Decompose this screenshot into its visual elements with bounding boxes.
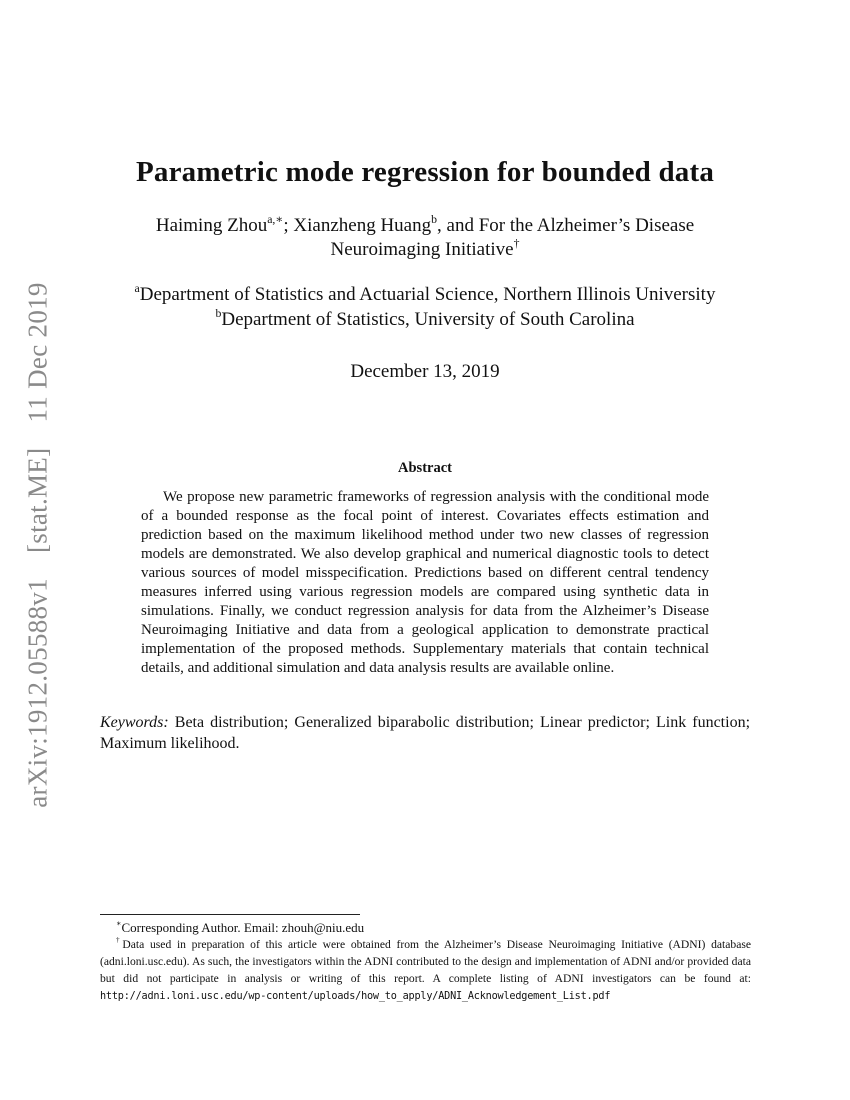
author-group-marks: † (513, 236, 520, 250)
author-separator-1: ; (283, 215, 294, 236)
keywords (100, 712, 750, 754)
author-name-2: Xianzheng Huang (293, 215, 432, 236)
paper-title: Parametric mode regression for bounded data (135, 156, 715, 188)
arxiv-date: 11 Dec 2019 (22, 282, 53, 423)
affiliations (90, 282, 760, 332)
author-line-1 (100, 214, 750, 238)
keywords-label: Keywords: (100, 714, 169, 731)
author-name-1: Haiming Zhou (155, 215, 268, 236)
author-2-marks: b (431, 212, 438, 226)
footnote-1-text: Corresponding Author. Email: zhouh@niu.edu (121, 920, 365, 935)
footnote-rule (100, 914, 360, 915)
footnotes (100, 919, 751, 1005)
footnote-2-text: Data used in preparation of this article were obtained from the Alzheimer’s Disease Neuroimaging Initiative (ADNI) database (adni.loni.usc.edu). As such, the investigators within the ADNI contributed to the design and implementation of ADNI and/or provided data but did not participate in analysis or writing of this report. A complete listing of ADNI investigators can be found at: (100, 938, 752, 985)
footnote-adni (100, 936, 751, 1005)
affiliation-a-text: Department of Statistics and Actuarial Science, Northern Illinois University (139, 284, 716, 305)
author-line-2 (100, 238, 750, 262)
adni-acknowledgement-link[interactable]: http://adni.loni.usc.edu/wp-content/uploads/how_to_apply/ADNI_Acknowledgement_List.pdf (100, 991, 611, 1002)
author-list (100, 214, 750, 262)
paper-date: December 13, 2019 (350, 361, 500, 382)
footnote-1-mark: ∗ (116, 918, 122, 928)
abstract-body: We propose new parametric frameworks of regression analysis with the conditional mode of a bounded response as the focal point of interest. Covariates effects estimation and prediction based on the maximum likelihood method under two new classes of regression models are demonstrated. We also develop graphical and numerical diagnostic tools to detect various sources of model misspecification. Predictions based on different central tendency measures inferred using various regression models are compared using synthetic data in simulations. Finally, we conduct regression analysis for data from the Alzheimer’s Disease Neuroimaging Initiative and data from a geological application to demonstrate practical implementation of the proposed methods. Supplementary materials that contain technical details, and additional simulation and data analysis results are available online. (141, 489, 709, 676)
affiliation-b-text: Department of Statistics, University of South Carolina (221, 309, 635, 330)
keywords-list: Beta distribution; Generalized biparabolic distribution; Linear predictor; Link function; Maximum likelihood. (100, 714, 751, 752)
footnote-corresponding-author (100, 919, 751, 936)
affiliation-b (90, 307, 760, 332)
footnote-2-mark: † (116, 936, 123, 945)
affiliation-b-mark: b (215, 306, 222, 320)
arxiv-category: [stat.ME] (22, 447, 53, 554)
author-group-name: Neuroimaging Initiative (330, 239, 514, 260)
arxiv-side-stamp (23, 273, 54, 816)
author-1-marks: a,∗ (267, 212, 284, 226)
arxiv-id: arXiv:1912.05588v1 (22, 578, 53, 808)
abstract-heading: Abstract (398, 460, 452, 476)
affiliation-a-mark: a (134, 281, 140, 295)
affiliation-a (90, 282, 760, 307)
author-separator-2: , and For the Alzheimer’s Disease (437, 215, 695, 236)
